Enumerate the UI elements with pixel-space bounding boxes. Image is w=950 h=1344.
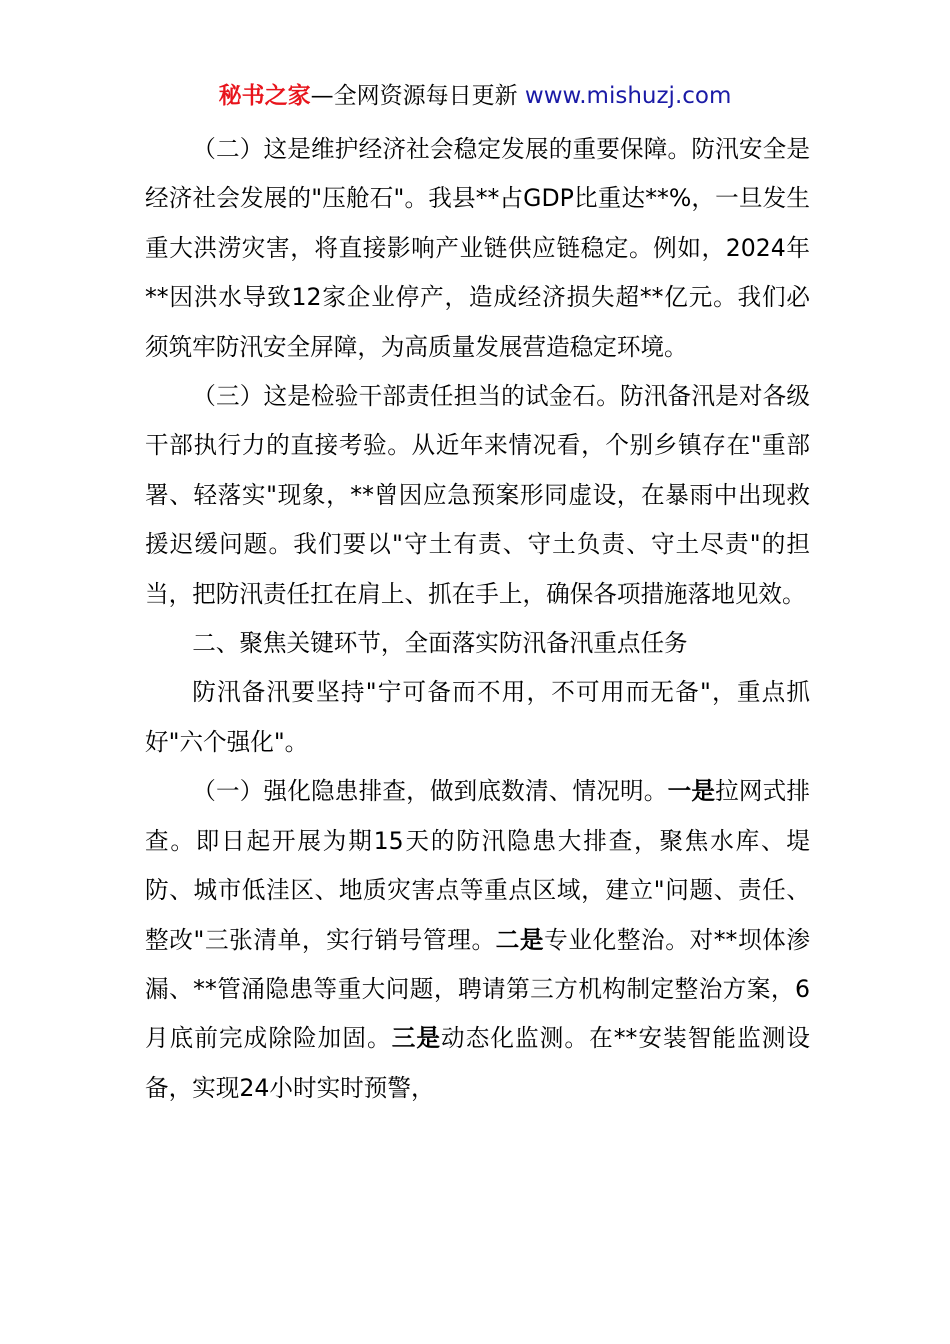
paragraph-cadre-responsibility: （三）这是检验干部责任担当的试金石。防汛备汛是对各级干部执行力的直接考验。从近年来情况看，个别乡镇存在"重部署、轻落实"现象，**曾因应急预案形同虚设，在暴雨中出现救援迟缓问题。我们要以"守土有责、守土负责、守土尽责"的担当，把防汛责任扛在肩上、抓在手上，确保各项措施落地见效。 [145, 382, 810, 608]
third-point-text: 动态化监测。在**安装智能监测设备，实现24小时实时预警， [145, 1024, 811, 1102]
section-heading-key-tasks: 二、聚焦关键环节，全面落实防汛备汛重点任务 [192, 629, 688, 658]
paragraph-economic-stability: （二）这是维护经济社会稳定发展的重要保障。防汛安全是经济社会发展的"压舱石"。我县**占GDP比重达**%，一旦发生重大洪涝灾害，将直接影响产业链供应链稳定。例如，2024年**因洪水导致12家企业停产，造成经济损失超**亿元。我们必须筑牢防汛安全屏障，为高质量发展营造稳定环境。 [145, 135, 810, 361]
subsection-intro: （一）强化隐患排查，做到底数清、情况明。 [192, 777, 668, 806]
site-header [0, 80, 950, 112]
second-point-label: 二是 [495, 925, 545, 954]
site-tagline: —全网资源每日更新 [310, 83, 518, 109]
site-url-link[interactable]: www.mishuzj.com [524, 83, 732, 109]
third-point-label: 三是 [391, 1024, 442, 1053]
first-point-label: 一是 [667, 777, 716, 806]
paragraph-six-strengthenings: 防汛备汛要坚持"宁可备而不用，不可用而无备"，重点抓好"六个强化"。 [145, 678, 810, 756]
second-point-text: 专业化整治。对**坝体渗漏、**管涌隐患等重大问题，聘请第三方机构制定整治方案，6月底前完成除险加固。 [145, 925, 811, 1053]
document-body [145, 125, 810, 1113]
paragraph-hazard-investigation [145, 767, 810, 1113]
first-point-text: 拉网式排查。即日起开展为期15天的防汛隐患大排查，聚焦水库、堤防、城市低洼区、地质灾害点等重点区域，建立"问题、责任、整改"三张清单，实行销号管理。 [145, 777, 811, 954]
site-brand: 秘书之家 [218, 83, 311, 109]
